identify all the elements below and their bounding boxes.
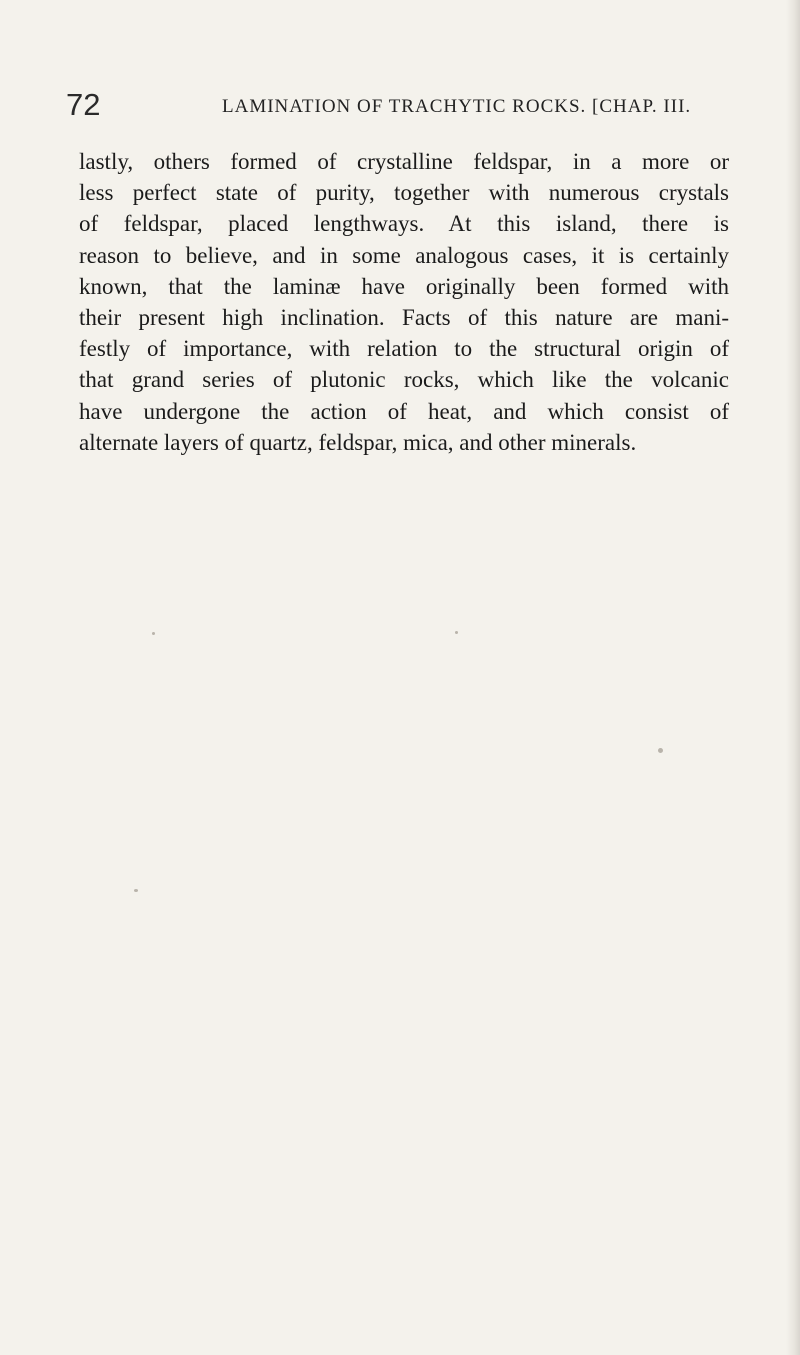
paper-speck [455, 631, 458, 634]
page-header [66, 84, 738, 126]
text-line: festly of importance, with relation to the structural origin of [79, 336, 729, 362]
text-line: lastly, others formed of crystalline feldspar, in a more or [79, 149, 729, 174]
text-line: reason to believe, and in some analogous cases, it is certainly [79, 242, 729, 268]
paper-speck [134, 889, 138, 892]
page-edge-shadow [786, 0, 800, 1355]
paper-speck [658, 748, 663, 753]
body-paragraph [79, 146, 729, 458]
text-line: less perfect state of purity, together with numerous crystals [79, 180, 729, 206]
paper-speck [152, 632, 155, 635]
text-line: their present high inclination. Facts of this nature are mani- [79, 305, 729, 331]
page-number: 72 [66, 87, 101, 122]
text-line: that grand series of plutonic rocks, which like the volcanic [79, 367, 729, 393]
text-line: of feldspar, placed lengthways. At this island, there is [79, 211, 729, 237]
running-head: LAMINATION OF TRACHYTIC ROCKS. [CHAP. III. [222, 96, 692, 117]
text-line: alternate layers of quartz, feldspar, mica, and other minerals. [79, 429, 637, 455]
text-line: have undergone the action of heat, and which consist of [79, 398, 729, 424]
text-line: known, that the laminæ have originally been formed with [79, 273, 729, 299]
